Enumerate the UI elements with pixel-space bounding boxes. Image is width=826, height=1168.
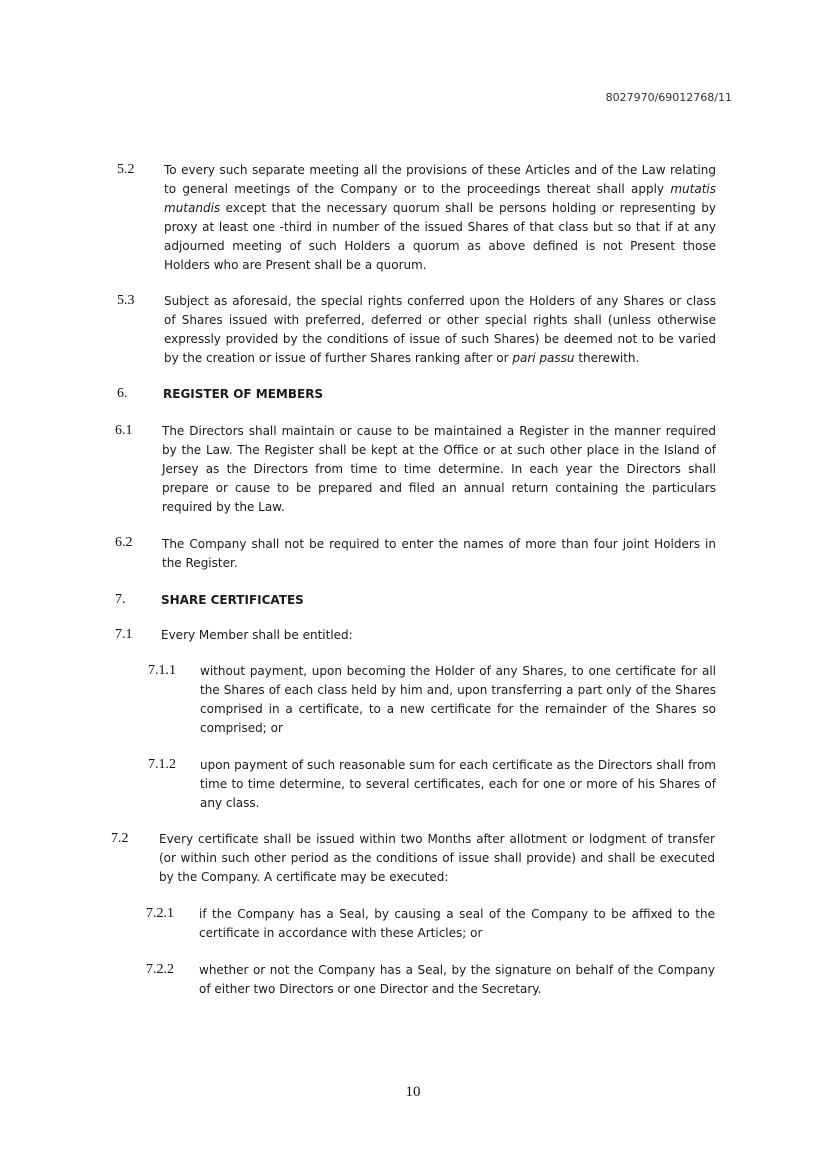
clause-number: 7.2.1	[146, 906, 174, 921]
section-number: 6.	[117, 386, 128, 401]
clause-text: Subject as aforesaid, the special rights conferred upon the Holders of any Shares or class of Shares issued with preferred, deferred or other special rights shall (unless otherwise expressly provided by the conditions of issue of such Shares) be deemed not to be varied by the creation or issue of further Shares ranking after or pari passu therewith.	[164, 294, 716, 365]
clause-text: The Company shall not be required to enter the names of more than four joint Holders in the Register.	[162, 537, 716, 570]
clause-number: 7.1.1	[148, 663, 176, 678]
clause-text: upon payment of such reasonable sum for each certificate as the Directors shall from time to time determine, to several certificates, each for one or more of his Shares of any class.	[200, 758, 716, 810]
clause-number: 7.2	[111, 831, 129, 846]
page-number: 10	[405, 1084, 421, 1100]
clause-text: Every Member shall be entitled:	[161, 628, 353, 642]
clause-number: 5.2	[117, 162, 135, 177]
section-title: REGISTER OF MEMBERS	[163, 387, 324, 401]
clause-number: 5.3	[117, 293, 135, 308]
clause-number: 7.1.2	[148, 757, 176, 772]
clause-number: 7.1	[115, 627, 133, 642]
clause-text: Every certificate shall be issued within two Months after allotment or lodgment of transfer (or within such other period as the conditions of issue shall provide) and shall be executed by the Company. A certificate may be executed:	[159, 832, 715, 884]
clause-text: whether or not the Company has a Seal, by the signature on behalf of the Company of either two Directors or one Director and the Secretary.	[199, 963, 715, 996]
clause-number: 6.1	[115, 423, 133, 438]
section-number: 7.	[115, 592, 126, 607]
clause-text: To every such separate meeting all the provisions of these Articles and of the Law relating to general meetings of the Company or to the proceedings thereat shall apply mutatis mutandis except that the necessary quorum shall be persons holding or representing by proxy at least one -third in number of the issued Shares of that class but so that if at any adjourned meeting of such Holders a quorum as above defined is not Present those Holders who are Present shall be a quorum.	[164, 163, 716, 272]
clause-text: The Directors shall maintain or cause to be maintained a Register in the manner required by the Law. The Register shall be kept at the Office or at such other place in the Island of Jersey as the Directors from time to time determine. In each year the Directors shall prepare or cause to be prepared and filed an annual return containing the particulars required by the Law.	[162, 424, 716, 514]
document-reference: 8027970/69012768/11	[605, 91, 732, 104]
clause-number: 7.2.2	[146, 962, 174, 977]
clause-number: 6.2	[115, 535, 133, 550]
section-title: SHARE CERTIFICATES	[161, 593, 304, 607]
clause-text: if the Company has a Seal, by causing a seal of the Company to be affixed to the certificate in accordance with these Articles; or	[199, 907, 715, 940]
clause-text: without payment, upon becoming the Holder of any Shares, to one certificate for all the Shares of each class held by him and, upon transferring a part only of the Shares comprised in a certificate, to a new certificate for the remainder of the Shares so comprised; or	[200, 664, 716, 735]
